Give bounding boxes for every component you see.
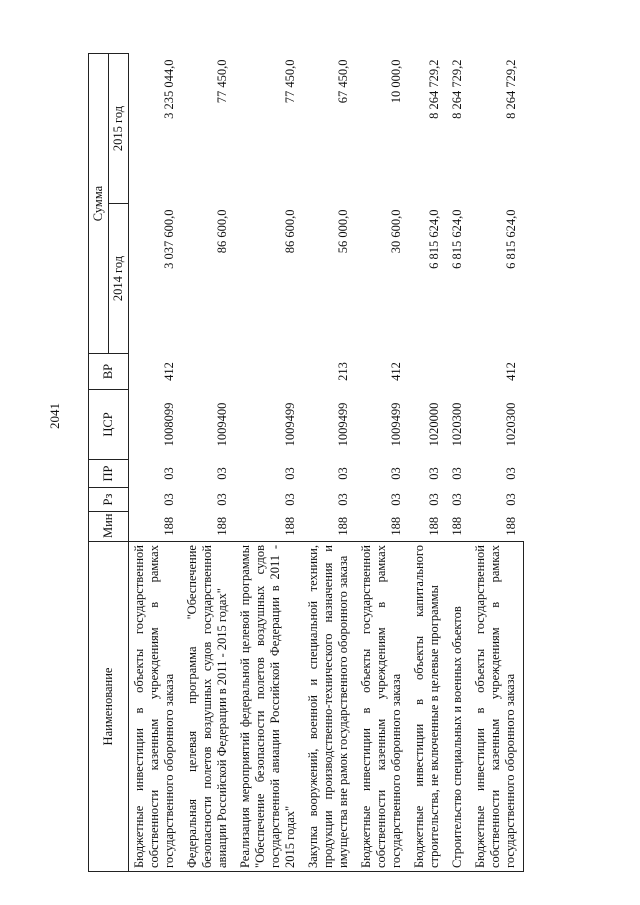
row-2015: 77 450,0	[215, 59, 229, 104]
table-body	[129, 54, 524, 872]
table-row	[303, 54, 356, 872]
row-vr: 412	[503, 362, 518, 381]
row-vr: 412	[389, 362, 403, 381]
row-2015: 77 450,0	[283, 59, 297, 104]
table-row	[182, 54, 235, 872]
row-rz: 03	[215, 493, 229, 506]
table-row	[470, 54, 524, 872]
table-header	[89, 54, 129, 872]
row-2015: 8 264 729,2	[503, 59, 518, 119]
row-name: Бюджетные инвестиции в объекты государственной собственности казенным учреждениям в рамках государственного оборонного заказа	[356, 542, 409, 872]
header-name: Наименование	[89, 542, 129, 872]
row-rz: 03	[450, 493, 464, 506]
rotated-page	[88, 54, 572, 872]
row-csr: 1020300	[503, 402, 518, 447]
row-csr: 1009400	[215, 402, 229, 447]
row-pr: 03	[215, 467, 229, 480]
header-vr: ВР	[89, 354, 129, 390]
row-csr: 1009499	[283, 402, 297, 447]
header-csr: ЦСР	[89, 390, 129, 460]
page-number: 2041	[47, 403, 62, 429]
header-min: Мин	[89, 512, 129, 542]
table-row	[129, 54, 183, 872]
row-2015: 67 450,0	[336, 59, 350, 104]
row-2014: 56 000,0	[336, 209, 350, 254]
row-2014: 3 037 600,0	[162, 209, 176, 269]
header-pr: ПР	[89, 460, 129, 488]
row-min: 188	[215, 516, 229, 536]
row-min: 188	[336, 516, 350, 536]
row-2014: 86 600,0	[215, 209, 229, 254]
row-rz: 03	[162, 493, 176, 506]
header-2014: 2014 год	[109, 204, 129, 354]
row-min: 188	[427, 516, 441, 536]
row-name: Строительство специальных и военных объектов	[447, 542, 470, 872]
row-vr	[409, 354, 447, 390]
row-rz: 03	[336, 493, 350, 506]
row-name: Реализация мероприятий федеральной целевой программы "Обеспечение безопасности полетов воздушных судов государственной авиации Российской Федерации в 2011 - 2015 годах"	[235, 542, 303, 872]
row-csr: 1009499	[336, 402, 350, 447]
row-rz: 03	[427, 493, 441, 506]
row-name: Закупка вооружений, военной и специальной техники, продукции производственно-технического назначения и имущества вне рамок государственного оборонного заказа	[303, 542, 356, 872]
row-pr: 03	[503, 467, 518, 480]
header-2015: 2015 год	[109, 54, 129, 204]
budget-table	[88, 53, 524, 872]
row-pr: 03	[450, 467, 464, 480]
header-sum: Сумма	[89, 54, 109, 354]
row-vr	[235, 354, 303, 390]
row-vr	[447, 354, 470, 390]
row-min: 188	[283, 516, 297, 536]
row-2014: 6 815 624,0	[450, 209, 464, 269]
header-rz: Рз	[89, 488, 129, 512]
row-2015: 10 000,0	[389, 59, 403, 104]
row-vr: 213	[336, 362, 350, 381]
row-csr: 1020300	[450, 402, 464, 447]
row-name: Федеральная целевая программа "Обеспечение безопасности полетов воздушных судов государственной авиации Российской Федерации в 2011 - 2015 годах"	[182, 542, 235, 872]
row-min: 188	[162, 516, 176, 536]
table-row	[447, 54, 470, 872]
row-csr: 1009499	[389, 402, 403, 447]
table-row	[409, 54, 447, 872]
row-name: Бюджетные инвестиции в объекты государственной собственности казенным учреждениям в рамках государственного оборонного заказа	[470, 542, 524, 872]
row-pr: 03	[162, 467, 176, 480]
row-vr	[182, 354, 235, 390]
row-pr: 03	[336, 467, 350, 480]
row-rz: 03	[389, 493, 403, 506]
row-2014: 6 815 624,0	[427, 209, 441, 269]
row-vr: 412	[162, 362, 176, 381]
row-name: Бюджетные инвестиции в объекты капитального строительства, не включенные в целевые программы	[409, 542, 447, 872]
table-row	[235, 54, 303, 872]
row-2014: 6 815 624,0	[503, 209, 518, 269]
row-rz: 03	[503, 493, 518, 506]
row-2014: 86 600,0	[283, 209, 297, 254]
row-2015: 3 235 044,0	[162, 59, 176, 119]
row-2015: 8 264 729,2	[427, 59, 441, 119]
row-pr: 03	[389, 467, 403, 480]
row-2015: 8 264 729,2	[450, 59, 464, 119]
row-pr: 03	[427, 467, 441, 480]
row-min: 188	[450, 516, 464, 536]
row-name: Бюджетные инвестиции в объекты государственной собственности казенным учреждениям в рамках государственного оборонного заказа	[129, 542, 183, 872]
row-min: 188	[503, 516, 518, 536]
table-row	[356, 54, 409, 872]
row-2014: 30 600,0	[389, 209, 403, 254]
row-csr: 1008099	[162, 402, 176, 447]
row-rz: 03	[283, 493, 297, 506]
row-pr: 03	[283, 467, 297, 480]
row-csr: 1020000	[427, 402, 441, 447]
row-min: 188	[389, 516, 403, 536]
